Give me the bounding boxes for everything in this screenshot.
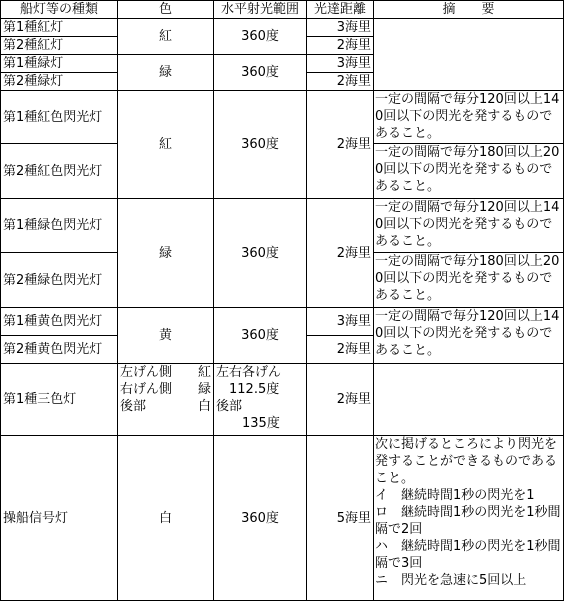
light-type-cell: 第1種緑色閃光灯 [1,199,118,253]
color-cell: 緑 [118,199,214,308]
header-distance: 光達距離 [307,1,374,19]
header-summary: 摘 要 [374,1,564,19]
light-type-cell: 第2種黄色閃光灯 [1,336,118,364]
table-row [1,199,564,253]
distance-cell: 5海里 [307,436,374,601]
distance-cell: 3海里 [307,19,374,37]
header-type: 船灯等の種類 [1,1,118,19]
light-type-cell: 第1種紅色閃光灯 [1,91,118,144]
table-row [1,308,564,336]
summary-cell: 一定の間隔で毎分120回以上140回以下の閃光を発するものであること。 [374,199,564,253]
table-row [1,19,564,37]
distance-cell: 2海里 [307,336,374,364]
light-type-cell: 第2種緑灯 [1,73,118,91]
light-type-cell: 第1種三色灯 [1,364,118,436]
color-cell: 紅 [118,91,214,199]
distance-cell: 2海里 [307,73,374,91]
distance-cell: 3海里 [307,55,374,73]
range-cell: 360度 [214,199,307,308]
distance-cell: 3海里 [307,308,374,336]
summary-cell-empty [374,19,564,91]
range-cell: 360度 [214,19,307,55]
summary-cell: 一定の間隔で毎分180回以上200回以下の閃光を発するものであること。 [374,253,564,308]
header-color: 色 [118,1,214,19]
color-cell: 緑 [118,55,214,91]
header-row [1,1,564,19]
header-range: 水平射光範囲 [214,1,307,19]
color-cell: 白 [118,436,214,601]
distance-cell: 2海里 [307,91,374,199]
light-type-cell: 第2種紅灯 [1,37,118,55]
color-line: 右げん側 緑 [120,382,211,397]
range-cell-multi: 左右各げん 112.5度 後部 135度 [214,364,307,436]
light-type-cell: 第1種紅灯 [1,19,118,37]
range-cell: 360度 [214,55,307,91]
light-type-cell: 第2種緑色閃光灯 [1,253,118,308]
summary-cell: 一定の間隔で毎分180回以上200回以下の閃光を発するものであること。 [374,144,564,199]
color-cell-multi [118,364,214,436]
color-cell: 紅 [118,19,214,55]
summary-cell-empty [374,364,564,436]
range-cell: 360度 [214,308,307,364]
color-line: 後部 白 [120,399,211,414]
light-type-cell: 第2種紅色閃光灯 [1,144,118,199]
range-cell: 360度 [214,91,307,199]
distance-cell: 2海里 [307,199,374,308]
table-row [1,364,564,436]
range-cell: 360度 [214,436,307,601]
distance-cell: 2海里 [307,37,374,55]
light-type-cell: 第1種緑灯 [1,55,118,73]
summary-cell: 一定の間隔で毎分120回以上140回以下の閃光を発するものであること。 [374,308,564,364]
color-line: 左げん側 紅 [120,365,211,380]
summary-cell: 次に掲げるところにより閃光を発することができるものであること。 イ 継続時間1秒の閃光を1 ロ 継続時間1秒の閃光を1秒間隔で2回 ハ 継続時間1秒の閃光を1秒間隔で3回 ニ 閃光を急速に5回以上 [374,436,564,601]
color-cell: 黄 [118,308,214,364]
table-row [1,91,564,144]
table-row [1,436,564,601]
summary-cell: 一定の間隔で毎分120回以上140回以下の閃光を発するものであること。 [374,91,564,144]
distance-cell: 2海里 [307,364,374,436]
light-type-cell: 操船信号灯 [1,436,118,601]
light-type-cell: 第1種黄色閃光灯 [1,308,118,336]
